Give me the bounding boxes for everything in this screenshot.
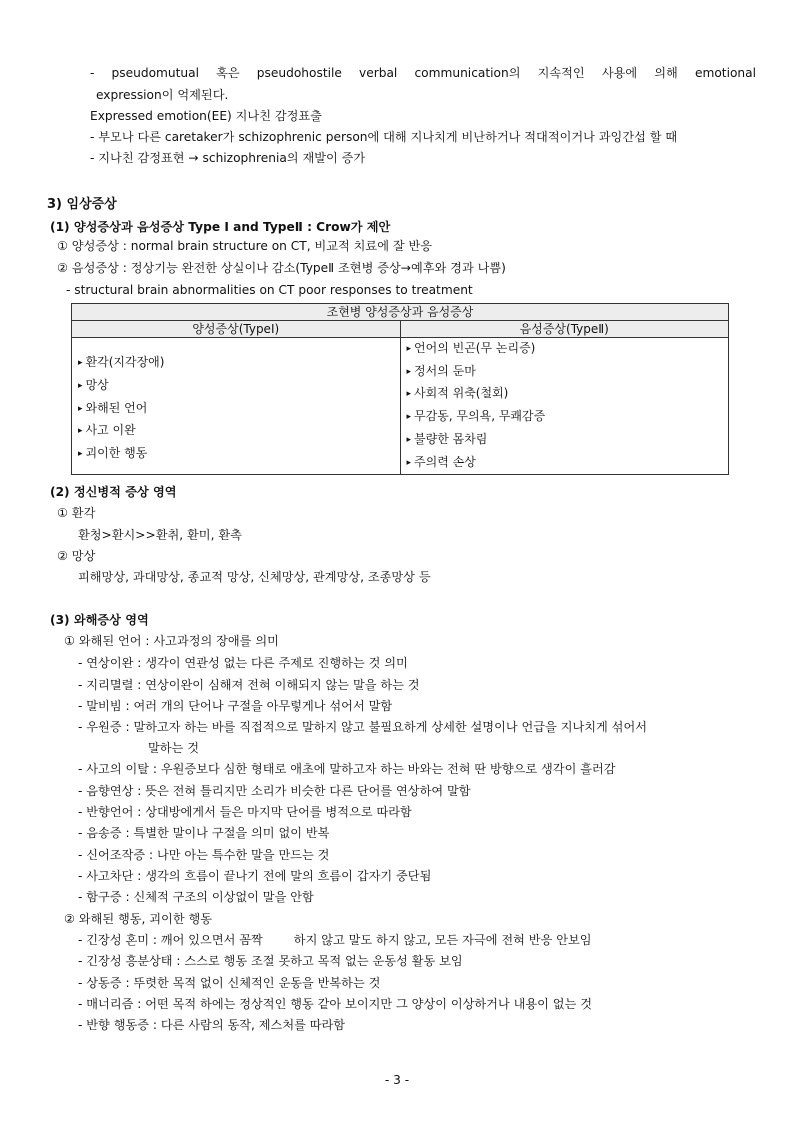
table-header-negative: 음성증상(TypeⅡ) [400,321,729,338]
intro-line: - pseudomutual 혹은 pseudohostile verbal communication의 지속적인 사용에 의해 emotional [90,66,756,80]
list-item: - 매너리즘 : 어떤 목적 하에는 정상적인 행동 같아 보이지만 그 양상이 이상하거나 내용이 없는 것 [78,997,592,1011]
symptom-table [71,303,729,475]
list-item: ▸ 언어의 빈곤(무 논리증) [407,338,723,361]
list-item: - 함구증 : 신체적 구조의 이상없이 말을 안함 [78,890,314,904]
list-item: - 음송증 : 특별한 말이나 구절을 의미 없이 반복 [78,826,330,840]
page-number: - 3 - [384,1073,410,1087]
subsection-heading: (2) 정신병적 증상 영역 [50,485,177,499]
list-item: - 반향언어 : 상대방에게서 들은 마지막 단어를 병적으로 따라함 [78,805,412,819]
ee-title: Expressed emotion(EE) 지나친 감정표출 [90,109,322,123]
list-item: ▸ 정서의 둔마 [407,361,723,384]
ee-item: - 지나친 감정표현 → schizophrenia의 재발이 증가 [90,151,366,165]
list-item: ▸ 사회적 위축(철회) [407,383,723,406]
list-item: - 지리멸렬 : 연상이완이 심해져 전혀 이해되지 않는 말을 하는 것 [78,678,420,692]
section-heading: 3) 임상증상 [47,197,117,212]
list-item: - 말비빔 : 여러 개의 단어나 구절을 아무렇게나 섞어서 말함 [78,699,393,713]
list-item: ① 양성증상 : normal brain structure on CT, 비교적 치료에 잘 반응 [57,239,433,253]
list-item: - 연상이완 : 생각이 연관성 없는 다른 주제로 진행하는 것 의미 [78,656,408,670]
list-item: - 우원증 : 말하고자 하는 바를 직접적으로 말하지 않고 불필요하게 상세한 설명이나 언급을 지나치게 섞어서 [78,720,647,734]
table-title: 조현병 양성증상과 음성증상 [72,304,729,321]
list-item: ① 와해된 언어 : 사고과정의 장애를 의미 [64,634,279,648]
table-header-positive: 양성증상(TypeⅠ) [72,321,401,338]
list-item-description: 피해망상, 과대망상, 종교적 망상, 신체망상, 관계망상, 조종망상 등 [78,570,431,584]
list-item: ① 환각 [57,506,96,520]
list-item: ▸ 무감동, 무의욕, 무쾌감증 [407,406,723,429]
list-item: - 사고차단 : 생각의 흐름이 끝나기 전에 말의 흐름이 갑자기 중단됨 [78,869,432,883]
list-item: - structural brain abnormalities on CT poor responses to treatment [66,283,473,297]
list-item-continued: 말하는 것 [148,741,199,755]
subsection-heading: (1) 양성증상과 음성증상 Type Ⅰ and TypeⅡ : Crow가 제안 [50,220,391,234]
list-item-description: 환청>환시>>환취, 환미, 환촉 [78,528,242,542]
positive-symptom-list [78,352,394,466]
list-item: ▸ 와해된 언어 [78,398,394,421]
list-item: - 사고의 이탈 : 우원증보다 심한 형태로 애초에 말하고자 하는 바와는 전혀 딴 방향으로 생각이 흘러감 [78,762,616,776]
list-item: ② 망상 [57,549,96,563]
intro-line-continued: expression이 억제된다. [96,88,229,102]
list-item: ▸ 괴이한 행동 [78,443,394,466]
list-item: - 음향연상 : 뜻은 전혀 틀리지만 소리가 비슷한 다른 단어를 연상하여 말함 [78,784,471,798]
list-item: ② 음성증상 : 정상기능 완전한 상실이나 감소(TypeⅡ 조현병 증상→예후와 경과 나쁨) [57,261,506,275]
positive-symptoms-cell [72,338,401,475]
list-item: ▸ 불량한 몸차림 [407,429,723,452]
list-item: ② 와해된 행동, 괴이한 행동 [64,912,213,926]
ee-item: - 부모나 다른 caretaker가 schizophrenic person에 대해 지나치게 비난하거나 적대적이거나 과잉간섭 할 때 [90,130,678,144]
list-item: - 긴장성 흥분상태 : 스스로 행동 조절 못하고 목적 없는 운동성 활동 보임 [78,954,463,968]
list-item: ▸ 주의력 손상 [407,452,723,475]
list-item: ▸ 망상 [78,375,394,398]
list-item: - 반향 행동증 : 다른 사람의 동작, 제스처를 따라함 [78,1018,346,1032]
negative-symptoms-cell [400,338,729,475]
list-item: ▸ 환각(지각장애) [78,352,394,375]
subsection-heading: (3) 와해증상 영역 [50,613,149,627]
list-item: ▸ 사고 이완 [78,420,394,443]
negative-symptom-list [407,338,723,474]
list-item: - 상동증 : 뚜렷한 목적 없이 신체적인 운동을 반복하는 것 [78,976,381,990]
list-item: - 신어조작증 : 나만 아는 특수한 말을 만드는 것 [78,848,330,862]
list-item: - 긴장성 혼미 : 깨어 있으면서 꼼짝 하지 않고 말도 하지 않고, 모든 자극에 전혀 반응 안보임 [78,933,592,947]
